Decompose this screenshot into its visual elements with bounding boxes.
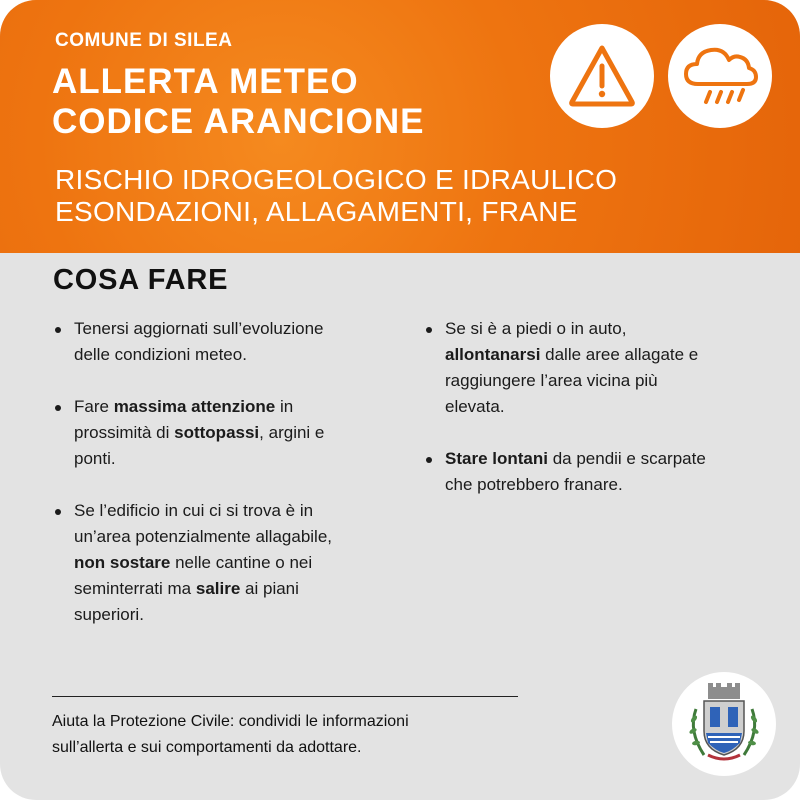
municipality-name: COMUNE DI SILEA [55,30,233,51]
item-text: prossimità di sottopassi, argini e [74,423,325,442]
alert-title-line2: CODICE ARANCIONE [52,102,425,141]
footer-note [52,709,522,761]
section-title: COSA FARE [53,264,229,296]
item-text: Fare massima attenzione in [74,397,294,416]
item-text: Se si è a piedi o in auto, [445,319,627,338]
footer-line: sull’allerta e sui comportamenti da adottare. [52,739,362,756]
left-column [52,316,382,654]
rain-cloud-icon [680,40,760,112]
bullet-icon [55,327,61,333]
item-text: raggiungere l’area vicina più [445,371,658,390]
item-text: Stare lontani da pendii e scarpate [445,449,706,468]
item-text: ponti. [74,449,116,468]
crest-badge [672,672,776,776]
bullet-icon [426,457,432,463]
item-text: seminterrati ma salire ai piani [74,579,299,598]
alert-subtitle-line2: ESONDAZIONI, ALLAGAMENTI, FRANE [55,196,578,227]
item-text: elevata. [445,397,505,416]
bullet-icon [426,327,432,333]
list-item [423,316,763,420]
item-text: che potrebbero franare. [445,475,623,494]
bullet-icon [55,405,61,411]
alert-subtitle-line1: RISCHIO IDROGEOLOGICO E IDRAULICO [55,164,618,195]
item-text: delle condizioni meteo. [74,345,247,364]
footer-divider [52,696,518,697]
list-item [52,394,382,472]
list-item [52,498,382,628]
item-text: un’area potenzialmente allagabile, [74,527,333,546]
warning-triangle-icon [566,40,638,112]
alert-header [0,0,800,253]
alert-subtitle [55,164,617,228]
rain-badge [668,24,772,128]
alert-title-line1: ALLERTA METEO [52,62,359,101]
list-item [52,316,382,368]
item-text: Se l’edificio in cui ci si trova è in [74,501,314,520]
item-text: non sostare nelle cantine o nei [74,553,313,572]
warning-badge [550,24,654,128]
alert-title [52,62,425,142]
item-text: allontanarsi dalle aree allagate e [445,345,699,364]
item-text: Tenersi aggiornati sull’evoluzione [74,319,324,338]
list-item [423,446,763,498]
footer-line: Aiuta la Protezione Civile: condividi le informazioni [52,713,409,730]
municipal-coat-of-arms-icon [682,679,766,769]
item-text: superiori. [74,605,144,624]
right-column [423,316,763,524]
bullet-icon [55,509,61,515]
